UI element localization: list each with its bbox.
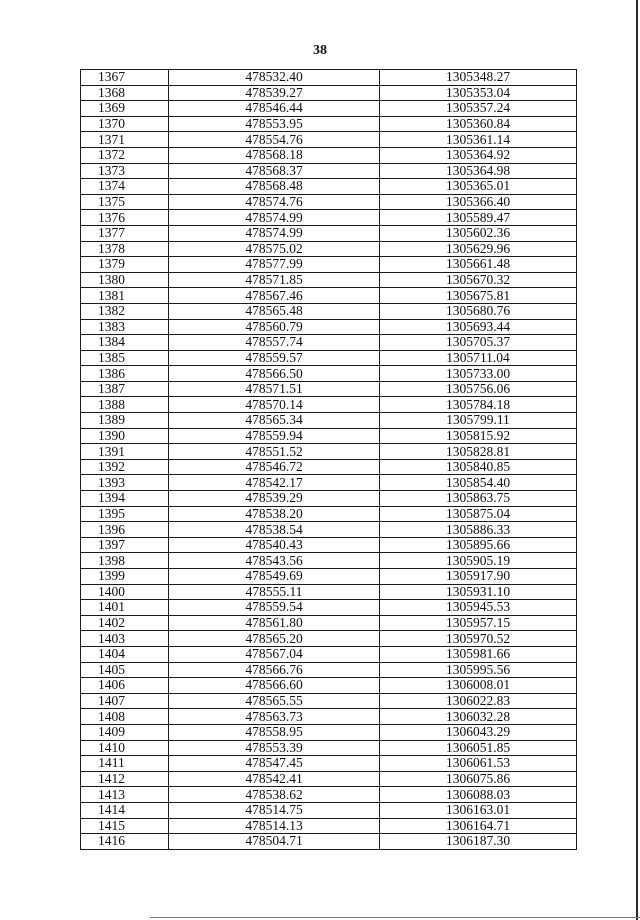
point-number-cell: 1394 (81, 491, 169, 507)
y-coordinate-cell: 1305875.04 (380, 506, 577, 522)
y-coordinate-cell: 1306043.29 (380, 724, 577, 740)
x-coordinate-cell: 478568.18 (169, 147, 380, 163)
y-coordinate-cell: 1305815.92 (380, 428, 577, 444)
y-coordinate-cell: 1305917.90 (380, 569, 577, 585)
y-coordinate-cell: 1305361.14 (380, 132, 577, 148)
x-coordinate-cell: 478555.11 (169, 584, 380, 600)
point-number-cell: 1374 (81, 179, 169, 195)
y-coordinate-cell: 1305366.40 (380, 194, 577, 210)
table-row (81, 537, 577, 553)
x-coordinate-cell: 478551.52 (169, 444, 380, 460)
y-coordinate-cell: 1305886.33 (380, 522, 577, 538)
coordinates-table-body (81, 70, 577, 850)
table-row (81, 366, 577, 382)
table-row (81, 693, 577, 709)
point-number-cell: 1383 (81, 319, 169, 335)
y-coordinate-cell: 1305931.10 (380, 584, 577, 600)
table-row (81, 132, 577, 148)
y-coordinate-cell: 1305364.98 (380, 163, 577, 179)
x-coordinate-cell: 478560.79 (169, 319, 380, 335)
point-number-cell: 1369 (81, 101, 169, 117)
table-row (81, 163, 577, 179)
x-coordinate-cell: 478504.71 (169, 834, 380, 850)
table-row (81, 101, 577, 117)
point-number-cell: 1376 (81, 210, 169, 226)
x-coordinate-cell: 478568.37 (169, 163, 380, 179)
x-coordinate-cell: 478514.13 (169, 818, 380, 834)
x-coordinate-cell: 478566.60 (169, 678, 380, 694)
x-coordinate-cell: 478574.76 (169, 194, 380, 210)
point-number-cell: 1409 (81, 724, 169, 740)
table-row (81, 397, 577, 413)
table-row (81, 413, 577, 429)
point-number-cell: 1399 (81, 569, 169, 585)
y-coordinate-cell: 1306061.53 (380, 756, 577, 772)
x-coordinate-cell: 478571.85 (169, 272, 380, 288)
y-coordinate-cell: 1306075.86 (380, 771, 577, 787)
table-row (81, 225, 577, 241)
point-number-cell: 1373 (81, 163, 169, 179)
table-row (81, 303, 577, 319)
table-row (81, 553, 577, 569)
y-coordinate-cell: 1305365.01 (380, 179, 577, 195)
table-row (81, 116, 577, 132)
table-row (81, 475, 577, 491)
point-number-cell: 1370 (81, 116, 169, 132)
y-coordinate-cell: 1306187.30 (380, 834, 577, 850)
y-coordinate-cell: 1305733.00 (380, 366, 577, 382)
table-row (81, 646, 577, 662)
table-row (81, 85, 577, 101)
y-coordinate-cell: 1305670.32 (380, 272, 577, 288)
x-coordinate-cell: 478554.76 (169, 132, 380, 148)
y-coordinate-cell: 1305675.81 (380, 288, 577, 304)
point-number-cell: 1408 (81, 709, 169, 725)
y-coordinate-cell: 1306051.85 (380, 740, 577, 756)
table-row (81, 288, 577, 304)
table-row (81, 319, 577, 335)
point-number-cell: 1411 (81, 756, 169, 772)
x-coordinate-cell: 478542.17 (169, 475, 380, 491)
point-number-cell: 1381 (81, 288, 169, 304)
y-coordinate-cell: 1306164.71 (380, 818, 577, 834)
table-row (81, 522, 577, 538)
y-coordinate-cell: 1305711.04 (380, 350, 577, 366)
point-number-cell: 1404 (81, 646, 169, 662)
table-row (81, 179, 577, 195)
table-row (81, 678, 577, 694)
y-coordinate-cell: 1305680.76 (380, 303, 577, 319)
point-number-cell: 1396 (81, 522, 169, 538)
point-number-cell: 1371 (81, 132, 169, 148)
y-coordinate-cell: 1306022.83 (380, 693, 577, 709)
x-coordinate-cell: 478532.40 (169, 70, 380, 86)
table-row (81, 350, 577, 366)
point-number-cell: 1413 (81, 787, 169, 803)
x-coordinate-cell: 478574.99 (169, 225, 380, 241)
point-number-cell: 1400 (81, 584, 169, 600)
point-number-cell: 1406 (81, 678, 169, 694)
point-number-cell: 1403 (81, 631, 169, 647)
y-coordinate-cell: 1305905.19 (380, 553, 577, 569)
point-number-cell: 1377 (81, 225, 169, 241)
table-row (81, 444, 577, 460)
x-coordinate-cell: 478568.48 (169, 179, 380, 195)
y-coordinate-cell: 1306032.28 (380, 709, 577, 725)
table-row (81, 600, 577, 616)
x-coordinate-cell: 478559.94 (169, 428, 380, 444)
x-coordinate-cell: 478567.46 (169, 288, 380, 304)
table-row (81, 147, 577, 163)
y-coordinate-cell: 1305828.81 (380, 444, 577, 460)
point-number-cell: 1405 (81, 662, 169, 678)
table-row (81, 756, 577, 772)
point-number-cell: 1416 (81, 834, 169, 850)
table-row (81, 506, 577, 522)
x-coordinate-cell: 478565.34 (169, 413, 380, 429)
y-coordinate-cell: 1305970.52 (380, 631, 577, 647)
x-coordinate-cell: 478558.95 (169, 724, 380, 740)
x-coordinate-cell: 478542.41 (169, 771, 380, 787)
point-number-cell: 1407 (81, 693, 169, 709)
table-row (81, 787, 577, 803)
point-number-cell: 1398 (81, 553, 169, 569)
y-coordinate-cell: 1305895.66 (380, 537, 577, 553)
x-coordinate-cell: 478538.62 (169, 787, 380, 803)
x-coordinate-cell: 478553.39 (169, 740, 380, 756)
table-row (81, 257, 577, 273)
x-coordinate-cell: 478570.14 (169, 397, 380, 413)
table-row (81, 491, 577, 507)
point-number-cell: 1414 (81, 802, 169, 818)
point-number-cell: 1380 (81, 272, 169, 288)
table-row (81, 662, 577, 678)
table-row (81, 70, 577, 86)
y-coordinate-cell: 1305756.06 (380, 381, 577, 397)
y-coordinate-cell: 1305863.75 (380, 491, 577, 507)
x-coordinate-cell: 478557.74 (169, 335, 380, 351)
x-coordinate-cell: 478577.99 (169, 257, 380, 273)
table-row (81, 210, 577, 226)
table-row (81, 584, 577, 600)
point-number-cell: 1379 (81, 257, 169, 273)
point-number-cell: 1375 (81, 194, 169, 210)
x-coordinate-cell: 478571.51 (169, 381, 380, 397)
y-coordinate-cell: 1305357.24 (380, 101, 577, 117)
x-coordinate-cell: 478567.04 (169, 646, 380, 662)
y-coordinate-cell: 1305784.18 (380, 397, 577, 413)
table-row (81, 709, 577, 725)
point-number-cell: 1412 (81, 771, 169, 787)
point-number-cell: 1382 (81, 303, 169, 319)
y-coordinate-cell: 1305353.04 (380, 85, 577, 101)
x-coordinate-cell: 478559.57 (169, 350, 380, 366)
y-coordinate-cell: 1305981.66 (380, 646, 577, 662)
x-coordinate-cell: 478549.69 (169, 569, 380, 585)
y-coordinate-cell: 1305957.15 (380, 615, 577, 631)
table-row (81, 335, 577, 351)
point-number-cell: 1402 (81, 615, 169, 631)
point-number-cell: 1368 (81, 85, 169, 101)
point-number-cell: 1385 (81, 350, 169, 366)
table-row (81, 381, 577, 397)
y-coordinate-cell: 1305854.40 (380, 475, 577, 491)
point-number-cell: 1367 (81, 70, 169, 86)
table-row (81, 834, 577, 850)
x-coordinate-cell: 478538.54 (169, 522, 380, 538)
point-number-cell: 1415 (81, 818, 169, 834)
x-coordinate-cell: 478566.76 (169, 662, 380, 678)
x-coordinate-cell: 478563.73 (169, 709, 380, 725)
point-number-cell: 1378 (81, 241, 169, 257)
x-coordinate-cell: 478565.55 (169, 693, 380, 709)
y-coordinate-cell: 1305840.85 (380, 459, 577, 475)
y-coordinate-cell: 1305995.56 (380, 662, 577, 678)
table-row (81, 802, 577, 818)
table-row (81, 615, 577, 631)
x-coordinate-cell: 478574.99 (169, 210, 380, 226)
y-coordinate-cell: 1305693.44 (380, 319, 577, 335)
page-edge (636, 0, 638, 920)
table-row (81, 569, 577, 585)
y-coordinate-cell: 1305629.96 (380, 241, 577, 257)
table-row (81, 194, 577, 210)
y-coordinate-cell: 1305589.47 (380, 210, 577, 226)
point-number-cell: 1410 (81, 740, 169, 756)
point-number-cell: 1397 (81, 537, 169, 553)
y-coordinate-cell: 1305705.37 (380, 335, 577, 351)
y-coordinate-cell: 1305360.84 (380, 116, 577, 132)
point-number-cell: 1387 (81, 381, 169, 397)
table-row (81, 740, 577, 756)
y-coordinate-cell: 1305661.48 (380, 257, 577, 273)
point-number-cell: 1392 (81, 459, 169, 475)
x-coordinate-cell: 478546.44 (169, 101, 380, 117)
x-coordinate-cell: 478561.80 (169, 615, 380, 631)
y-coordinate-cell: 1305348.27 (380, 70, 577, 86)
point-number-cell: 1401 (81, 600, 169, 616)
y-coordinate-cell: 1305945.53 (380, 600, 577, 616)
y-coordinate-cell: 1305799.11 (380, 413, 577, 429)
page-number: 38 (313, 43, 327, 58)
point-number-cell: 1386 (81, 366, 169, 382)
y-coordinate-cell: 1306008.01 (380, 678, 577, 694)
table-row (81, 241, 577, 257)
x-coordinate-cell: 478543.56 (169, 553, 380, 569)
point-number-cell: 1393 (81, 475, 169, 491)
point-number-cell: 1388 (81, 397, 169, 413)
point-number-cell: 1391 (81, 444, 169, 460)
point-number-cell: 1384 (81, 335, 169, 351)
table-row (81, 724, 577, 740)
y-coordinate-cell: 1306163.01 (380, 802, 577, 818)
table-row (81, 459, 577, 475)
table-row (81, 272, 577, 288)
point-number-cell: 1372 (81, 147, 169, 163)
x-coordinate-cell: 478566.50 (169, 366, 380, 382)
point-number-cell: 1390 (81, 428, 169, 444)
x-coordinate-cell: 478559.54 (169, 600, 380, 616)
y-coordinate-cell: 1305602.36 (380, 225, 577, 241)
table-row (81, 818, 577, 834)
y-coordinate-cell: 1306088.03 (380, 787, 577, 803)
table-row (81, 428, 577, 444)
x-coordinate-cell: 478546.72 (169, 459, 380, 475)
page-bottom-rule (150, 917, 640, 918)
x-coordinate-cell: 478514.75 (169, 802, 380, 818)
coordinates-table (80, 69, 577, 850)
x-coordinate-cell: 478547.45 (169, 756, 380, 772)
x-coordinate-cell: 478538.20 (169, 506, 380, 522)
table-row (81, 771, 577, 787)
point-number-cell: 1389 (81, 413, 169, 429)
y-coordinate-cell: 1305364.92 (380, 147, 577, 163)
x-coordinate-cell: 478565.20 (169, 631, 380, 647)
x-coordinate-cell: 478553.95 (169, 116, 380, 132)
x-coordinate-cell: 478565.48 (169, 303, 380, 319)
x-coordinate-cell: 478540.43 (169, 537, 380, 553)
table-row (81, 631, 577, 647)
x-coordinate-cell: 478539.27 (169, 85, 380, 101)
x-coordinate-cell: 478575.02 (169, 241, 380, 257)
x-coordinate-cell: 478539.29 (169, 491, 380, 507)
point-number-cell: 1395 (81, 506, 169, 522)
